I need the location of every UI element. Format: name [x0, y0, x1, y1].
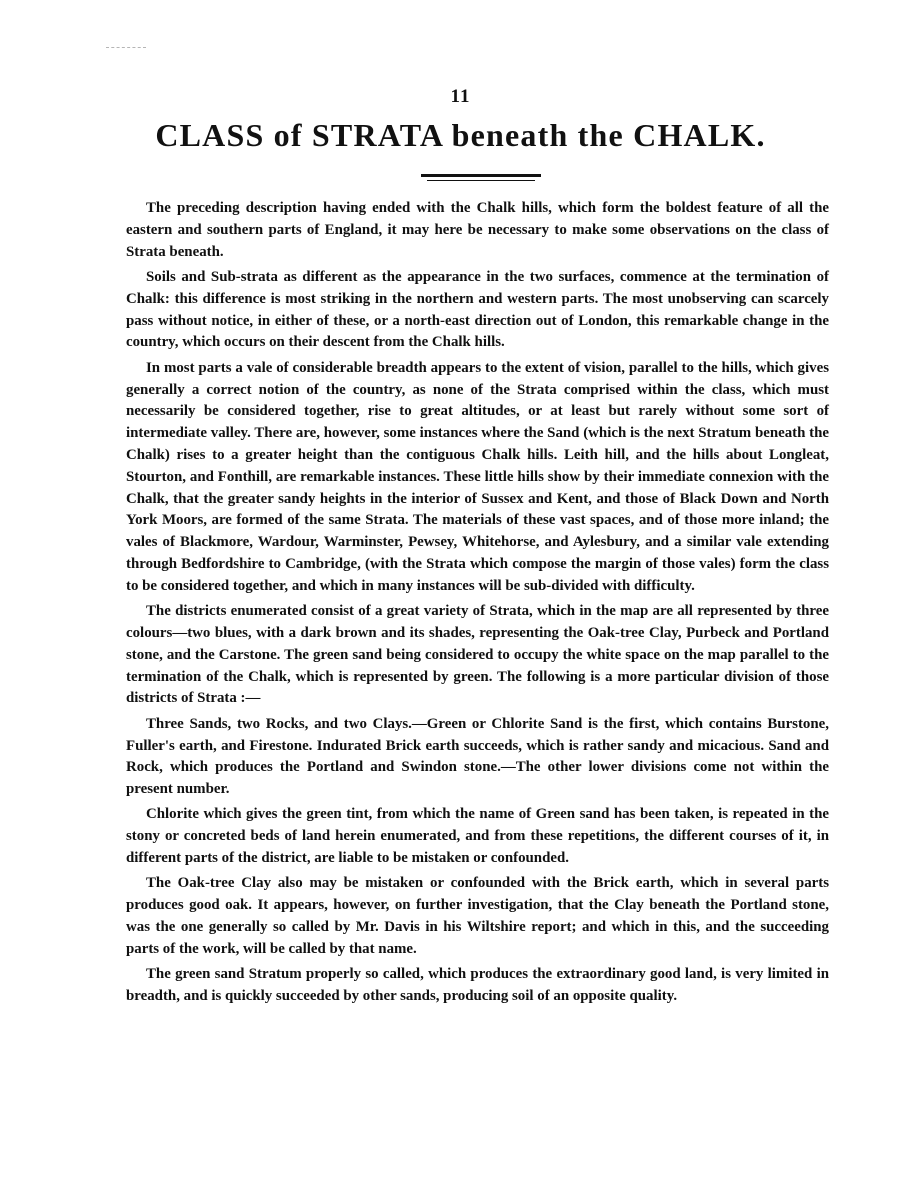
page-title: CLASS of STRATA beneath the CHALK. — [155, 117, 766, 153]
title-rule — [421, 173, 541, 182]
corner-mark — [106, 47, 146, 48]
paragraph: Three Sands, two Rocks, and two Clays.—Green or Chlorite Sand is the first, which contains Burstone, Fuller's earth, and Firestone. Indurated Brick earth succeeds, which is rather sandy and micacious. Sand and Rock, which produces the Portland and Swindon stone.—The other lower divisions come not within the present number. — [126, 715, 829, 798]
paragraph: The Oak-tree Clay also may be mistaken or confounded with the Brick earth, which in several parts produces good oak. It appears, however, on further investigation, that the Clay beneath the Portland stone, was the one generally so called by Mr. Davis in his Wiltshire report; and which in this, and the succeeding parts of the work, will be called by that name. — [126, 875, 829, 957]
paragraph: Chlorite which gives the green tint, from which the name of Green sand has been taken, is repeated in the stony or concreted beds of land herein enumerated, and from these repetitions, the different courses of it, in different parts of the district, are liable to be mistaken or confounded. — [126, 806, 829, 867]
paragraph: The preceding description having ended with the Chalk hills, which form the boldest feature of all the eastern and southern parts of England, it may here be necessary to make some observations on the class of Strata beneath. — [126, 200, 829, 260]
title-rule-thick — [421, 174, 541, 177]
page-number: 11 — [450, 86, 471, 107]
paragraph: The green sand Stratum properly so called, which produces the extraordinary good land, is very limited in breadth, and is quickly succeeded by other sands, producing soil of an opposite quality. — [126, 966, 829, 1005]
paragraph: In most parts a vale of considerable breadth appears to the extent of vision, parallel to the hills, which gives generally a correct notion of the country, as none of the Strata comprised within the class, which must necessarily be considered together, rise to great altitudes, or at least but rarely without some sort of intermediate valley. There are, however, some instances where the Sand (which is the next Stratum beneath the Chalk) rises to a greater height than the contiguous Chalk hills. Leith hill, and the hills about Longleat, Stourton, and Fonthill, are remarkable instances. These little hills show by their immediate connexion with the Chalk, that the greater sandy heights in the interior of Sussex and Kent, and those of Black Down and North York Moors, are formed of the same Strata. The materials of these vast spaces, and of those more inland; the vales of Blackmore, Wardour, Warminster, Pewsey, Whitehorse, and Aylesbury, and a similar vale extending through Bedfordshire to Cambridge, (with the Strata which compose the margin of those vales) form the class to be considered together, and which in many instances will be sub-divided with difficulty. — [126, 359, 829, 594]
paragraph: The districts enumerated consist of a great variety of Strata, which in the map are all represented by three colours—two blues, with a dark brown and its shades, representing the Oak-tree Clay, Purbeck and Portland stone, and the Carstone. The green sand being considered to occupy the white space on the map parallel to the termination of the Chalk, which is represented by green. The following is a more particular division of those districts of Strata :— — [126, 603, 829, 707]
title-rule-thin — [427, 180, 535, 181]
body-text — [126, 198, 829, 1011]
paragraph: Soils and Sub-strata as different as the appearance in the two surfaces, commence at the termination of Chalk: this difference is most striking in the northern and western parts. The most unobserving can scarcely pass without notice, in either of these, or a north-east direction out of London, this remarkable change in the country, which occurs on their descent from the Chalk hills. — [126, 268, 829, 351]
